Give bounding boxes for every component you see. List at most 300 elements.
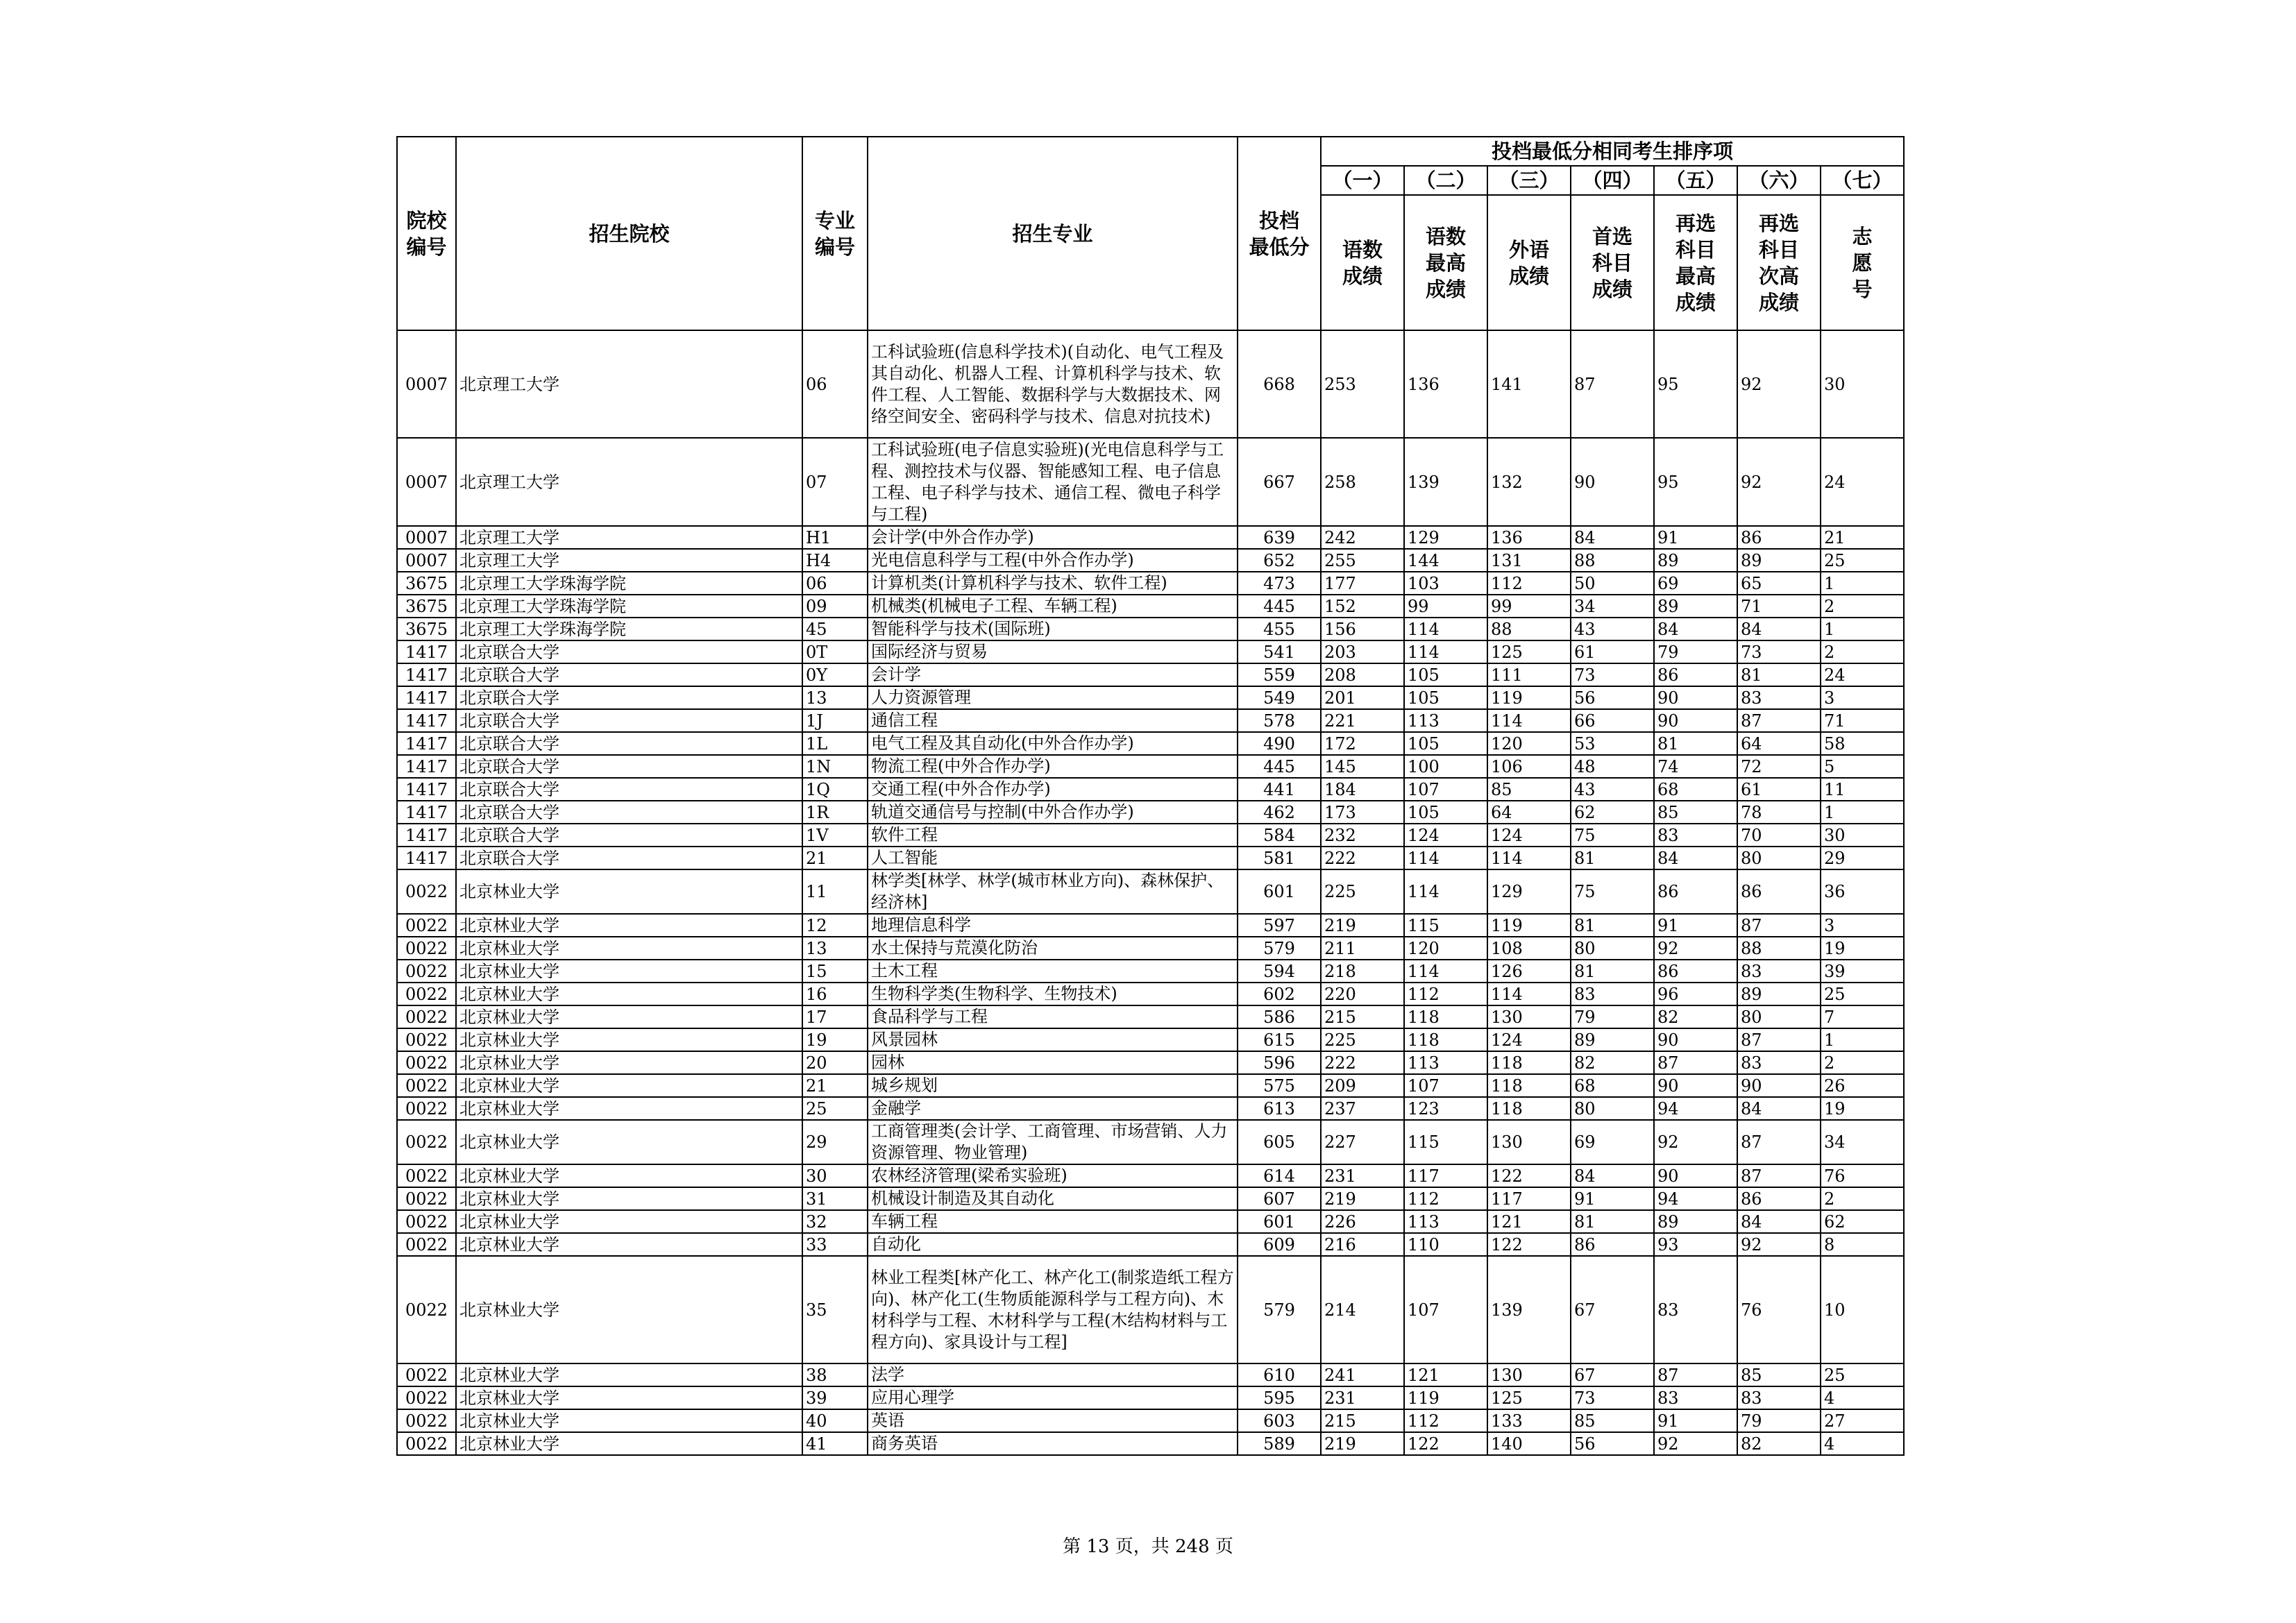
min-score-cell: 473 xyxy=(1238,572,1321,595)
elective-second-cell: 87 xyxy=(1737,914,1821,937)
first-subject-cell: 83 xyxy=(1571,983,1654,1005)
chinese-math-max-cell: 121 xyxy=(1404,1363,1487,1386)
major-name-cell: 法学 xyxy=(868,1363,1238,1386)
elective-max-cell: 91 xyxy=(1654,526,1737,549)
first-subject-cell: 81 xyxy=(1571,960,1654,983)
major-code-cell: 1L xyxy=(802,732,868,755)
major-code-cell: 29 xyxy=(802,1120,868,1164)
table-row xyxy=(397,914,1904,937)
elective-second-cell: 92 xyxy=(1737,438,1821,526)
elective-second-cell: 72 xyxy=(1737,755,1821,778)
header-group-title: 投档最低分相同考生排序项 xyxy=(1321,137,1904,166)
first-subject-cell: 67 xyxy=(1571,1363,1654,1386)
major-name-cell: 人工智能 xyxy=(868,847,1238,869)
school-code-cell: 0022 xyxy=(397,1363,456,1386)
min-score-cell: 602 xyxy=(1238,983,1321,1005)
chinese-math-score-cell: 156 xyxy=(1321,618,1404,640)
major-code-cell: 33 xyxy=(802,1233,868,1256)
major-name-cell: 智能科学与技术(国际班) xyxy=(868,618,1238,640)
school-name-cell: 北京联合大学 xyxy=(456,847,802,869)
chinese-math-score-cell: 255 xyxy=(1321,549,1404,572)
preference-number-cell: 24 xyxy=(1821,438,1904,526)
elective-second-cell: 73 xyxy=(1737,640,1821,663)
school-code-cell: 0022 xyxy=(397,1164,456,1187)
preference-number-cell: 29 xyxy=(1821,847,1904,869)
table-row xyxy=(397,1256,1904,1363)
min-score-cell: 490 xyxy=(1238,732,1321,755)
elective-max-cell: 82 xyxy=(1654,1005,1737,1028)
major-name-cell: 风景园林 xyxy=(868,1028,1238,1051)
elective-second-cell: 89 xyxy=(1737,983,1821,1005)
chinese-math-max-cell: 123 xyxy=(1404,1097,1487,1120)
elective-max-cell: 95 xyxy=(1654,330,1737,438)
school-code-cell: 0022 xyxy=(397,1005,456,1028)
elective-second-cell: 70 xyxy=(1737,824,1821,847)
major-name-cell: 林业工程类[林产化工、林产化工(制浆造纸工程方向)、林产化工(生物质能源科学与工程方向)、木材科学与工程、木材科学与工程(木结构材料与工程方向)、家具设计与工程] xyxy=(868,1256,1238,1363)
major-code-cell: 12 xyxy=(802,914,868,937)
school-name-cell: 北京林业大学 xyxy=(456,937,802,960)
foreign-language-cell: 88 xyxy=(1487,618,1571,640)
elective-second-cell: 81 xyxy=(1737,663,1821,686)
major-code-cell: 21 xyxy=(802,1074,868,1097)
first-subject-cell: 88 xyxy=(1571,549,1654,572)
min-score-cell: 615 xyxy=(1238,1028,1321,1051)
elective-second-cell: 83 xyxy=(1737,960,1821,983)
min-score-cell: 594 xyxy=(1238,960,1321,983)
elective-max-cell: 86 xyxy=(1654,869,1737,914)
elective-max-cell: 89 xyxy=(1654,549,1737,572)
school-name-cell: 北京理工大学 xyxy=(456,438,802,526)
chinese-math-max-cell: 114 xyxy=(1404,847,1487,869)
school-code-cell: 1417 xyxy=(397,824,456,847)
table-row xyxy=(397,686,1904,709)
elective-second-cell: 86 xyxy=(1737,869,1821,914)
first-subject-cell: 53 xyxy=(1571,732,1654,755)
elective-max-cell: 87 xyxy=(1654,1363,1737,1386)
major-code-cell: 21 xyxy=(802,847,868,869)
major-code-cell: 13 xyxy=(802,937,868,960)
major-code-cell: 38 xyxy=(802,1363,868,1386)
major-name-cell: 交通工程(中外合作办学) xyxy=(868,778,1238,801)
foreign-language-cell: 112 xyxy=(1487,572,1571,595)
school-name-cell: 北京林业大学 xyxy=(456,1210,802,1233)
elective-max-cell: 86 xyxy=(1654,663,1737,686)
school-name-cell: 北京林业大学 xyxy=(456,983,802,1005)
chinese-math-max-cell: 129 xyxy=(1404,526,1487,549)
min-score-cell: 579 xyxy=(1238,937,1321,960)
preference-number-cell: 24 xyxy=(1821,663,1904,686)
chinese-math-max-cell: 105 xyxy=(1404,801,1487,824)
foreign-language-cell: 130 xyxy=(1487,1005,1571,1028)
school-code-cell: 0022 xyxy=(397,1187,456,1210)
first-subject-cell: 87 xyxy=(1571,330,1654,438)
major-name-cell: 水土保持与荒漠化防治 xyxy=(868,937,1238,960)
major-name-cell: 车辆工程 xyxy=(868,1210,1238,1233)
first-subject-cell: 75 xyxy=(1571,824,1654,847)
chinese-math-max-cell: 117 xyxy=(1404,1164,1487,1187)
preference-number-cell: 26 xyxy=(1821,1074,1904,1097)
chinese-math-score-cell: 218 xyxy=(1321,960,1404,983)
major-name-cell: 园林 xyxy=(868,1051,1238,1074)
chinese-math-score-cell: 184 xyxy=(1321,778,1404,801)
table-row xyxy=(397,549,1904,572)
major-code-cell: 13 xyxy=(802,686,868,709)
header-order-7: （七） xyxy=(1821,166,1904,195)
elective-second-cell: 80 xyxy=(1737,1005,1821,1028)
header-sub-1: 语数 成绩 xyxy=(1321,195,1404,330)
chinese-math-score-cell: 152 xyxy=(1321,595,1404,618)
first-subject-cell: 73 xyxy=(1571,1386,1654,1409)
preference-number-cell: 19 xyxy=(1821,937,1904,960)
elective-max-cell: 96 xyxy=(1654,983,1737,1005)
table-row xyxy=(397,1432,1904,1455)
elective-second-cell: 64 xyxy=(1737,732,1821,755)
foreign-language-cell: 118 xyxy=(1487,1097,1571,1120)
min-score-cell: 445 xyxy=(1238,595,1321,618)
min-score-cell: 549 xyxy=(1238,686,1321,709)
preference-number-cell: 39 xyxy=(1821,960,1904,983)
chinese-math-max-cell: 113 xyxy=(1404,1210,1487,1233)
min-score-cell: 462 xyxy=(1238,801,1321,824)
school-code-cell: 0022 xyxy=(397,1233,456,1256)
elective-second-cell: 85 xyxy=(1737,1363,1821,1386)
chinese-math-score-cell: 203 xyxy=(1321,640,1404,663)
header-sub-7: 志 愿 号 xyxy=(1821,195,1904,330)
foreign-language-cell: 111 xyxy=(1487,663,1571,686)
major-name-cell: 生物科学类(生物科学、生物技术) xyxy=(868,983,1238,1005)
major-name-cell: 轨道交通信号与控制(中外合作办学) xyxy=(868,801,1238,824)
header-sub-5: 再选 科目 最高 成绩 xyxy=(1654,195,1737,330)
header-order-6: （六） xyxy=(1737,166,1821,195)
min-score-cell: 559 xyxy=(1238,663,1321,686)
school-code-cell: 0022 xyxy=(397,1051,456,1074)
chinese-math-score-cell: 219 xyxy=(1321,1187,1404,1210)
preference-number-cell: 5 xyxy=(1821,755,1904,778)
chinese-math-max-cell: 99 xyxy=(1404,595,1487,618)
table-row xyxy=(397,640,1904,663)
first-subject-cell: 81 xyxy=(1571,1210,1654,1233)
table-row xyxy=(397,1210,1904,1233)
major-name-cell: 农林经济管理(梁希实验班) xyxy=(868,1164,1238,1187)
header-major-code: 专业 编号 xyxy=(802,137,868,330)
school-code-cell: 0022 xyxy=(397,1386,456,1409)
table-row xyxy=(397,937,1904,960)
elective-max-cell: 90 xyxy=(1654,686,1737,709)
major-code-cell: 25 xyxy=(802,1097,868,1120)
first-subject-cell: 80 xyxy=(1571,937,1654,960)
foreign-language-cell: 122 xyxy=(1487,1233,1571,1256)
chinese-math-score-cell: 172 xyxy=(1321,732,1404,755)
preference-number-cell: 2 xyxy=(1821,1051,1904,1074)
major-name-cell: 软件工程 xyxy=(868,824,1238,847)
min-score-cell: 589 xyxy=(1238,1432,1321,1455)
school-name-cell: 北京林业大学 xyxy=(456,1432,802,1455)
chinese-math-max-cell: 107 xyxy=(1404,1256,1487,1363)
min-score-cell: 581 xyxy=(1238,847,1321,869)
elective-max-cell: 84 xyxy=(1654,618,1737,640)
table-header xyxy=(397,137,1904,330)
table-row xyxy=(397,824,1904,847)
elective-max-cell: 81 xyxy=(1654,732,1737,755)
elective-second-cell: 87 xyxy=(1737,1120,1821,1164)
major-name-cell: 应用心理学 xyxy=(868,1386,1238,1409)
chinese-math-score-cell: 215 xyxy=(1321,1005,1404,1028)
chinese-math-max-cell: 105 xyxy=(1404,663,1487,686)
elective-second-cell: 65 xyxy=(1737,572,1821,595)
first-subject-cell: 79 xyxy=(1571,1005,1654,1028)
school-name-cell: 北京林业大学 xyxy=(456,914,802,937)
foreign-language-cell: 114 xyxy=(1487,983,1571,1005)
chinese-math-score-cell: 177 xyxy=(1321,572,1404,595)
chinese-math-max-cell: 112 xyxy=(1404,1187,1487,1210)
school-name-cell: 北京理工大学 xyxy=(456,330,802,438)
min-score-cell: 605 xyxy=(1238,1120,1321,1164)
foreign-language-cell: 85 xyxy=(1487,778,1571,801)
header-min-score: 投档 最低分 xyxy=(1238,137,1321,330)
elective-max-cell: 89 xyxy=(1654,1210,1737,1233)
chinese-math-max-cell: 114 xyxy=(1404,960,1487,983)
major-code-cell: 06 xyxy=(802,330,868,438)
chinese-math-score-cell: 219 xyxy=(1321,1432,1404,1455)
header-order-3: （三） xyxy=(1487,166,1571,195)
preference-number-cell: 2 xyxy=(1821,595,1904,618)
school-name-cell: 北京理工大学珠海学院 xyxy=(456,618,802,640)
preference-number-cell: 21 xyxy=(1821,526,1904,549)
school-code-cell: 0007 xyxy=(397,330,456,438)
chinese-math-score-cell: 242 xyxy=(1321,526,1404,549)
foreign-language-cell: 114 xyxy=(1487,709,1571,732)
elective-second-cell: 61 xyxy=(1737,778,1821,801)
major-name-cell: 金融学 xyxy=(868,1097,1238,1120)
school-code-cell: 0022 xyxy=(397,869,456,914)
elective-max-cell: 90 xyxy=(1654,1028,1737,1051)
school-name-cell: 北京联合大学 xyxy=(456,732,802,755)
elective-max-cell: 85 xyxy=(1654,801,1737,824)
table-row xyxy=(397,1120,1904,1164)
min-score-cell: 596 xyxy=(1238,1051,1321,1074)
school-name-cell: 北京林业大学 xyxy=(456,960,802,983)
table-row xyxy=(397,983,1904,1005)
header-major: 招生专业 xyxy=(868,137,1238,330)
chinese-math-max-cell: 112 xyxy=(1404,1409,1487,1432)
foreign-language-cell: 122 xyxy=(1487,1164,1571,1187)
major-code-cell: 16 xyxy=(802,983,868,1005)
elective-second-cell: 86 xyxy=(1737,526,1821,549)
header-sub-3: 外语 成绩 xyxy=(1487,195,1571,330)
chinese-math-score-cell: 225 xyxy=(1321,1028,1404,1051)
foreign-language-cell: 119 xyxy=(1487,686,1571,709)
school-code-cell: 1417 xyxy=(397,709,456,732)
table-row xyxy=(397,755,1904,778)
foreign-language-cell: 99 xyxy=(1487,595,1571,618)
first-subject-cell: 67 xyxy=(1571,1256,1654,1363)
preference-number-cell: 62 xyxy=(1821,1210,1904,1233)
major-name-cell: 地理信息科学 xyxy=(868,914,1238,937)
table-body xyxy=(397,330,1904,1455)
major-code-cell: 20 xyxy=(802,1051,868,1074)
elective-max-cell: 69 xyxy=(1654,572,1737,595)
elective-max-cell: 92 xyxy=(1654,1432,1737,1455)
foreign-language-cell: 132 xyxy=(1487,438,1571,526)
school-name-cell: 北京林业大学 xyxy=(456,1028,802,1051)
elective-max-cell: 92 xyxy=(1654,1120,1737,1164)
min-score-cell: 445 xyxy=(1238,755,1321,778)
first-subject-cell: 85 xyxy=(1571,1409,1654,1432)
first-subject-cell: 84 xyxy=(1571,526,1654,549)
elective-max-cell: 83 xyxy=(1654,824,1737,847)
page-footer: 第 13 页，共 248 页 xyxy=(1063,1536,1233,1557)
preference-number-cell: 2 xyxy=(1821,1187,1904,1210)
chinese-math-score-cell: 241 xyxy=(1321,1363,1404,1386)
chinese-math-max-cell: 119 xyxy=(1404,1386,1487,1409)
school-name-cell: 北京林业大学 xyxy=(456,1120,802,1164)
chinese-math-max-cell: 120 xyxy=(1404,937,1487,960)
foreign-language-cell: 133 xyxy=(1487,1409,1571,1432)
school-code-cell: 1417 xyxy=(397,686,456,709)
school-code-cell: 0022 xyxy=(397,937,456,960)
chinese-math-max-cell: 113 xyxy=(1404,709,1487,732)
first-subject-cell: 82 xyxy=(1571,1051,1654,1074)
foreign-language-cell: 114 xyxy=(1487,847,1571,869)
min-score-cell: 584 xyxy=(1238,824,1321,847)
min-score-cell: 652 xyxy=(1238,549,1321,572)
elective-max-cell: 90 xyxy=(1654,1074,1737,1097)
school-name-cell: 北京联合大学 xyxy=(456,686,802,709)
preference-number-cell: 58 xyxy=(1821,732,1904,755)
chinese-math-max-cell: 112 xyxy=(1404,983,1487,1005)
chinese-math-score-cell: 219 xyxy=(1321,914,1404,937)
preference-number-cell: 10 xyxy=(1821,1256,1904,1363)
elective-second-cell: 87 xyxy=(1737,1028,1821,1051)
preference-number-cell: 2 xyxy=(1821,640,1904,663)
first-subject-cell: 43 xyxy=(1571,778,1654,801)
first-subject-cell: 81 xyxy=(1571,914,1654,937)
first-subject-cell: 75 xyxy=(1571,869,1654,914)
min-score-cell: 603 xyxy=(1238,1409,1321,1432)
chinese-math-score-cell: 231 xyxy=(1321,1164,1404,1187)
elective-max-cell: 94 xyxy=(1654,1097,1737,1120)
major-name-cell: 工科试验班(电子信息实验班)(光电信息科学与工程、测控技术与仪器、智能感知工程、电子信息工程、电子科学与技术、通信工程、微电子科学与工程) xyxy=(868,438,1238,526)
foreign-language-cell: 125 xyxy=(1487,1386,1571,1409)
major-name-cell: 林学类[林学、林学(城市林业方向)、森林保护、经济林] xyxy=(868,869,1238,914)
school-code-cell: 3675 xyxy=(397,618,456,640)
table-row xyxy=(397,1097,1904,1120)
first-subject-cell: 86 xyxy=(1571,1233,1654,1256)
chinese-math-max-cell: 114 xyxy=(1404,869,1487,914)
major-code-cell: 07 xyxy=(802,438,868,526)
school-name-cell: 北京林业大学 xyxy=(456,1363,802,1386)
min-score-cell: 541 xyxy=(1238,640,1321,663)
chinese-math-score-cell: 226 xyxy=(1321,1210,1404,1233)
foreign-language-cell: 130 xyxy=(1487,1363,1571,1386)
elective-second-cell: 79 xyxy=(1737,1409,1821,1432)
elective-second-cell: 92 xyxy=(1737,330,1821,438)
preference-number-cell: 1 xyxy=(1821,572,1904,595)
min-score-cell: 578 xyxy=(1238,709,1321,732)
elective-second-cell: 92 xyxy=(1737,1233,1821,1256)
chinese-math-score-cell: 232 xyxy=(1321,824,1404,847)
major-code-cell: 17 xyxy=(802,1005,868,1028)
major-code-cell: 32 xyxy=(802,1210,868,1233)
school-code-cell: 1417 xyxy=(397,778,456,801)
elective-max-cell: 92 xyxy=(1654,937,1737,960)
preference-number-cell: 3 xyxy=(1821,914,1904,937)
preference-number-cell: 76 xyxy=(1821,1164,1904,1187)
elective-max-cell: 91 xyxy=(1654,914,1737,937)
header-order-5: （五） xyxy=(1654,166,1737,195)
school-name-cell: 北京理工大学珠海学院 xyxy=(456,572,802,595)
first-subject-cell: 81 xyxy=(1571,847,1654,869)
min-score-cell: 597 xyxy=(1238,914,1321,937)
chinese-math-score-cell: 211 xyxy=(1321,937,1404,960)
school-name-cell: 北京理工大学 xyxy=(456,526,802,549)
elective-max-cell: 95 xyxy=(1654,438,1737,526)
major-code-cell: 39 xyxy=(802,1386,868,1409)
major-code-cell: 19 xyxy=(802,1028,868,1051)
chinese-math-score-cell: 222 xyxy=(1321,1051,1404,1074)
elective-max-cell: 93 xyxy=(1654,1233,1737,1256)
school-code-cell: 0022 xyxy=(397,1256,456,1363)
school-code-cell: 0022 xyxy=(397,1409,456,1432)
foreign-language-cell: 119 xyxy=(1487,914,1571,937)
table-row xyxy=(397,847,1904,869)
table-row xyxy=(397,1363,1904,1386)
min-score-cell: 586 xyxy=(1238,1005,1321,1028)
chinese-math-max-cell: 122 xyxy=(1404,1432,1487,1455)
foreign-language-cell: 141 xyxy=(1487,330,1571,438)
preference-number-cell: 19 xyxy=(1821,1097,1904,1120)
elective-second-cell: 86 xyxy=(1737,1187,1821,1210)
major-name-cell: 机械设计制造及其自动化 xyxy=(868,1187,1238,1210)
elective-max-cell: 90 xyxy=(1654,1164,1737,1187)
elective-max-cell: 83 xyxy=(1654,1256,1737,1363)
major-code-cell: 1R xyxy=(802,801,868,824)
elective-second-cell: 71 xyxy=(1737,595,1821,618)
chinese-math-score-cell: 227 xyxy=(1321,1120,1404,1164)
table-row xyxy=(397,869,1904,914)
elective-max-cell: 94 xyxy=(1654,1187,1737,1210)
first-subject-cell: 56 xyxy=(1571,1432,1654,1455)
major-name-cell: 人力资源管理 xyxy=(868,686,1238,709)
header-school-code: 院校 编号 xyxy=(397,137,456,330)
first-subject-cell: 50 xyxy=(1571,572,1654,595)
first-subject-cell: 62 xyxy=(1571,801,1654,824)
elective-max-cell: 87 xyxy=(1654,1051,1737,1074)
major-name-cell: 城乡规划 xyxy=(868,1074,1238,1097)
foreign-language-cell: 106 xyxy=(1487,755,1571,778)
major-name-cell: 电气工程及其自动化(中外合作办学) xyxy=(868,732,1238,755)
major-code-cell: 31 xyxy=(802,1187,868,1210)
school-name-cell: 北京林业大学 xyxy=(456,1386,802,1409)
chinese-math-score-cell: 201 xyxy=(1321,686,1404,709)
school-code-cell: 0022 xyxy=(397,914,456,937)
elective-max-cell: 68 xyxy=(1654,778,1737,801)
major-name-cell: 食品科学与工程 xyxy=(868,1005,1238,1028)
first-subject-cell: 34 xyxy=(1571,595,1654,618)
school-name-cell: 北京林业大学 xyxy=(456,869,802,914)
elective-second-cell: 80 xyxy=(1737,847,1821,869)
preference-number-cell: 25 xyxy=(1821,549,1904,572)
chinese-math-max-cell: 118 xyxy=(1404,1005,1487,1028)
elective-max-cell: 86 xyxy=(1654,960,1737,983)
min-score-cell: 614 xyxy=(1238,1164,1321,1187)
major-code-cell: 1J xyxy=(802,709,868,732)
elective-second-cell: 83 xyxy=(1737,1386,1821,1409)
preference-number-cell: 4 xyxy=(1821,1432,1904,1455)
chinese-math-max-cell: 114 xyxy=(1404,640,1487,663)
major-code-cell: 30 xyxy=(802,1164,868,1187)
major-name-cell: 工商管理类(会计学、工商管理、市场营销、人力资源管理、物业管理) xyxy=(868,1120,1238,1164)
